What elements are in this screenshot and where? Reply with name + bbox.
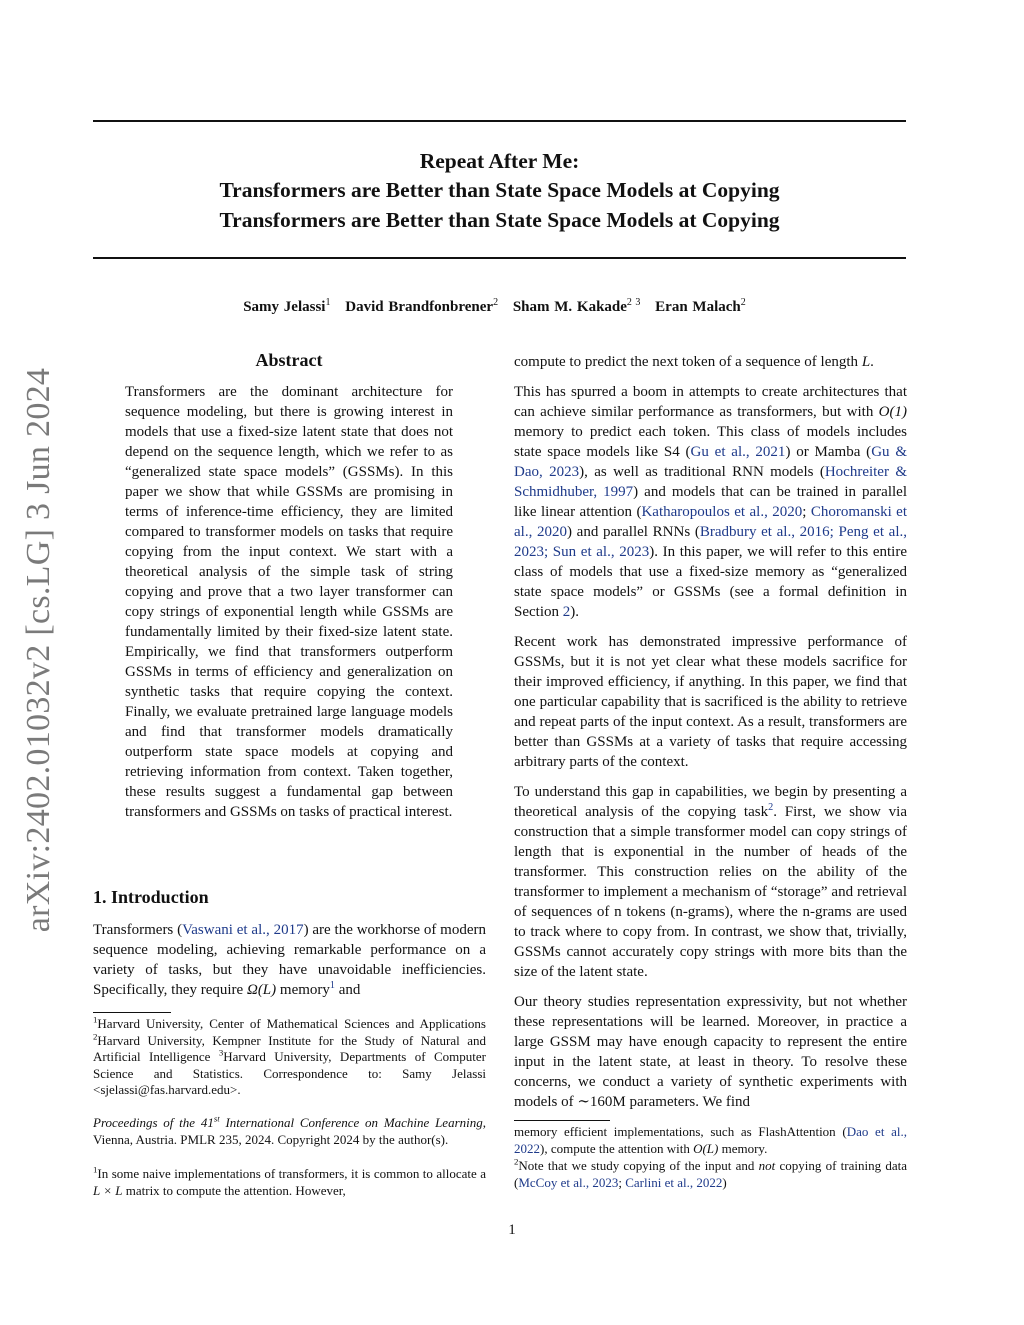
paragraph: Recent work has demonstrated impressive performance of GSSMs, but it is not yet clear what these models sacrifice for their improved efficiency, if anything. In this paper, we find that one particular capability that is sacrificed is the ability to retrieve and repeat parts of the input context. As a result, transformers are better than GSSMs at a variety of tasks that require accessing arbitrary parts of the context. [514, 634, 907, 770]
math-expression: L [861, 354, 871, 370]
section-ref-link[interactable]: 2 [562, 604, 571, 620]
abstract-text: Transformers are the dominant architecture for sequence modeling, but there is growing interest in models that use a fixed-size latent state that does not depend on the sequence length, which we refer to as “generalized state space models” (GSSMs). In this paper we show that while GSSMs are promising in terms of inference-time efficiency, they are limited compared to transformer models on tasks that require copying from the input context. We start with a theoretical analysis of the simple task of string copying and prove that a two layer transformer can copy strings of exponential length while GSSMs are fundamentally limited by their fixed-size latent state. Empirically, we find that transformers outperform GSSMs in terms of efficiency and generalization on synthetic tasks that require copying the context. Finally, we evaluate pretrained large language models and find that transformer models dramatically outperform state space models at copying and retrieving information from context. Taken together, these results suggest a fundamental gap between transformers and GSSMs on tasks of practical interest. [125, 384, 453, 820]
author-name: Sham M. Kakade [512, 299, 627, 315]
author-name: Eran Malach [655, 299, 741, 315]
author-name: Samy Jelassi [243, 299, 326, 315]
citation-link[interactable]: Hochreiter & Schmidhuber, 1997 [514, 464, 907, 500]
paper-title-line-3: Transformers are Better than State Space Models at Copying [219, 208, 780, 232]
author-affiliation: 2 3 [626, 297, 641, 308]
text-run: International Conference on Machine Learning [219, 1115, 483, 1130]
author-list [93, 293, 906, 317]
text-run: Harvard University, Center of Mathematical Sciences and Applications [97, 1016, 486, 1031]
footnote-marker: 1 [93, 1164, 98, 1175]
text-run: memory to predict each token. This class of models includes state space models like S4 ( [514, 424, 907, 460]
footnote-1-continued [514, 1124, 907, 1157]
footnote-marker: 2 [514, 1156, 519, 1167]
math-expression: O(L) [693, 1140, 719, 1156]
footnote-marker[interactable]: 2 [768, 802, 774, 813]
text-run: Transformers ( [93, 922, 183, 938]
abstract-body [125, 382, 453, 822]
introduction-paragraph [93, 920, 486, 1000]
citation-link[interactable]: Gu & Dao, 2023 [514, 444, 907, 480]
citation-link[interactable]: McCoy et al., 2023 [518, 1174, 619, 1190]
text-run: ) are the workhorse of modern sequence modeling, achieving remarkable performance on a variety of tasks, but they have unavoidable inefficiencies. Specifically, they require [93, 922, 486, 998]
right-column [514, 352, 907, 1112]
text-run: Note that we study copying of the input and [518, 1158, 759, 1173]
text-run: ). [570, 604, 579, 620]
text-run: . First, we show via construction that a simple transformer model can copy strings of length that is exponential in the number of heads of the transformer. This construction relies on the ability of the transformer to implement a mechanism of “storage” and retrieval of sequences of n tokens (n-grams), where the n-grams are used to track where to copy from. In contrast, we show that, trivially, GSSMs cannot accurately copy strings with more bits than the size of the latent state. [514, 804, 908, 980]
text-run: Harvard University, Departments of Computer Science and Statistics. Correspondence to: Samy Jelassi <sjelassi@fas.harvard.edu>. [93, 1049, 486, 1097]
citation-link[interactable]: Choromanski et al., 2020 [514, 504, 908, 540]
text-run: memory [276, 982, 330, 998]
text-run: ) and parallel RNNs ( [567, 524, 700, 540]
affiliation-footnote [93, 1016, 486, 1099]
footnote-2 [514, 1158, 907, 1191]
footnote-1 [93, 1166, 486, 1199]
paragraph: Our theory studies representation expressivity, but not whether these representations will be learned. Moreover, in practice a large GSSM may have enough capacity to represent the entire input in the latent state, at least in theory. To resolve these concerns, we conduct a variety of synthetic experiments with models of ∼160M parameters. We find [514, 994, 907, 1110]
citation-link[interactable]: Carlini et al., 2022 [625, 1174, 723, 1190]
footnote-marker: 3 [218, 1047, 224, 1058]
citation-link[interactable]: Bradbury et al., 2016; Peng et al., 2023; Sun et al., 2023 [514, 524, 907, 560]
text-run: and [335, 982, 361, 998]
footnote-marker[interactable]: 1 [329, 980, 335, 991]
text-run: . [870, 354, 874, 370]
paragraph [514, 352, 907, 372]
text-run: , Vienna, Austria. PMLR 235, 2024. Copyright 2024 by the author(s). [93, 1115, 486, 1147]
citation-link[interactable]: Vaswani et al., 2017 [182, 922, 304, 938]
text-run: not [758, 1158, 776, 1173]
text-run: ) or Mamba ( [785, 444, 872, 460]
title-bottom-rule [93, 257, 906, 259]
text-run: ) [722, 1174, 727, 1190]
text-run: To understand this gap in capabilities, we begin by presenting a theoretical analysis of the copying task [514, 784, 907, 820]
paragraph [514, 782, 907, 982]
paragraph [514, 382, 907, 622]
text-run: In some naive implementations of transformers, it is common to allocate a [97, 1166, 486, 1181]
section-heading-introduction: 1. Introduction [93, 887, 209, 907]
arxiv-identifier-stamp: arXiv:2402.01032v2 [cs.LG] 3 Jun 2024 [20, 367, 57, 933]
author-affiliation: 1 [325, 297, 331, 308]
author-name: David Brandfonbrener [345, 299, 494, 315]
abstract-heading: Abstract [255, 350, 323, 370]
text-run: memory. [718, 1140, 768, 1156]
footnote-marker: 2 [93, 1031, 98, 1042]
title-top-rule [93, 120, 906, 122]
text-run: copying of training data ( [514, 1158, 907, 1190]
proceedings-note [93, 1115, 486, 1148]
paper-title-line-2: Transformers are Better than State Space Models at Copying [219, 178, 780, 202]
math-expression: 41 [200, 1115, 214, 1130]
text-run: ; [802, 504, 811, 520]
text-run: ), as well as traditional RNN models ( [579, 464, 825, 480]
text-run: ) and models that can be trained in parallel like linear attention ( [514, 484, 907, 520]
page-number: 1 [508, 1222, 516, 1238]
text-run: memory efficient implementations, such as FlashAttention ( [514, 1124, 847, 1139]
footnote-rule-left [93, 1012, 171, 1013]
text-run: matrix to compute the attention. However, [122, 1182, 346, 1198]
text-run: ), compute the attention with [540, 1140, 694, 1156]
author-affiliation: 2 [493, 297, 499, 308]
text-run: Proceedings of the [93, 1115, 201, 1130]
text-run: ). In this paper, we will refer to this entire class of models that use a fixed-size memory as “generalized state space models” or GSSMs (see a formal definition in Section [514, 544, 907, 620]
citation-link[interactable]: Gu et al., 2021 [690, 444, 786, 460]
footnote-rule-right [514, 1120, 610, 1121]
citation-link[interactable]: Katharopoulos et al., 2020 [641, 504, 803, 520]
paper-title-line-1: Repeat After Me: [419, 149, 580, 173]
text-run: ; [618, 1174, 626, 1190]
author-affiliation: 2 [740, 297, 746, 308]
text-run: Harvard University, Kempner Institute for the Study of Natural and Artificial Intelligence [93, 1032, 486, 1064]
math-expression: L × L [93, 1182, 123, 1198]
footnote-marker: 1 [93, 1014, 98, 1025]
citation-link[interactable]: Dao et al., 2022 [514, 1124, 908, 1156]
math-expression: Ω(L) [246, 982, 277, 998]
text-run: compute to predict the next token of a sequence of length [514, 354, 862, 370]
text-run: This has spurred a boom in attempts to create architectures that can achieve similar performance as transformers, but with [514, 384, 907, 420]
math-expression: O(1) [878, 404, 907, 420]
text-run: st [213, 1113, 220, 1124]
